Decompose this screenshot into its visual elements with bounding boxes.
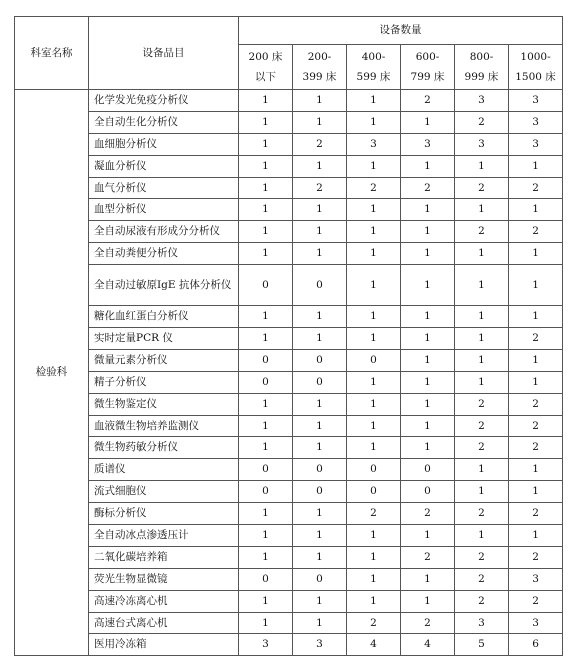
- quantity-cell: 1: [293, 612, 347, 634]
- quantity-cell: 1: [293, 393, 347, 415]
- quantity-cell: 1: [239, 199, 293, 221]
- quantity-cell: 1: [509, 481, 563, 503]
- equipment-name-cell: 实时定量PCR 仪: [89, 328, 239, 350]
- equipment-name-cell: 全自动生化分析仪: [89, 111, 239, 133]
- quantity-cell: 1: [455, 459, 509, 481]
- table-row: [15, 546, 563, 568]
- table-row: [15, 90, 563, 112]
- quantity-cell: 1: [239, 437, 293, 459]
- quantity-cell: 2: [455, 415, 509, 437]
- quantity-cell: 1: [293, 590, 347, 612]
- quantity-cell: 4: [401, 634, 455, 656]
- equipment-name-cell: 流式细胞仪: [89, 481, 239, 503]
- table-row: [15, 243, 563, 265]
- quantity-cell: 0: [401, 459, 455, 481]
- equipment-name-cell: 微生物药敏分析仪: [89, 437, 239, 459]
- quantity-cell: 0: [239, 349, 293, 371]
- quantity-cell: 1: [239, 546, 293, 568]
- quantity-cell: 2: [401, 90, 455, 112]
- quantity-cell: 1: [293, 328, 347, 350]
- table-row: [15, 437, 563, 459]
- table-row: [15, 265, 563, 306]
- table-row: [15, 328, 563, 350]
- quantity-cell: 0: [293, 459, 347, 481]
- quantity-cell: 1: [239, 612, 293, 634]
- quantity-cell: 1: [455, 265, 509, 306]
- quantity-cell: 2: [347, 503, 401, 525]
- quantity-cell: 1: [293, 546, 347, 568]
- quantity-cell: 1: [239, 221, 293, 243]
- header-bed-group-line: 399 床: [302, 71, 337, 83]
- quantity-cell: 3: [509, 612, 563, 634]
- table-row: [15, 111, 563, 133]
- quantity-cell: 1: [293, 155, 347, 177]
- quantity-cell: 1: [239, 503, 293, 525]
- quantity-cell: 1: [347, 590, 401, 612]
- quantity-cell: 1: [293, 243, 347, 265]
- equipment-name-cell: 糖化血红蛋白分析仪: [89, 306, 239, 328]
- equipment-name-cell: 化学发光免疫分析仪: [89, 90, 239, 112]
- quantity-cell: 2: [347, 177, 401, 199]
- header-bed-group-line: 以下: [255, 71, 276, 83]
- quantity-cell: 0: [239, 371, 293, 393]
- quantity-cell: 2: [455, 437, 509, 459]
- equipment-name-cell: 医用冷冻箱: [89, 634, 239, 656]
- quantity-cell: 2: [455, 590, 509, 612]
- quantity-cell: 1: [239, 243, 293, 265]
- quantity-cell: 1: [293, 525, 347, 547]
- quantity-cell: 2: [455, 568, 509, 590]
- quantity-cell: 1: [293, 437, 347, 459]
- quantity-cell: 2: [293, 177, 347, 199]
- quantity-cell: 1: [293, 111, 347, 133]
- quantity-cell: 0: [293, 349, 347, 371]
- quantity-cell: 1: [455, 155, 509, 177]
- quantity-cell: 0: [239, 568, 293, 590]
- quantity-cell: 1: [401, 525, 455, 547]
- quantity-cell: 3: [509, 133, 563, 155]
- quantity-cell: 4: [347, 634, 401, 656]
- table-row: [15, 199, 563, 221]
- quantity-cell: 3: [293, 634, 347, 656]
- quantity-cell: 1: [401, 306, 455, 328]
- equipment-name-cell: 荧光生物显微镜: [89, 568, 239, 590]
- table-row: [15, 503, 563, 525]
- quantity-cell: 1: [401, 111, 455, 133]
- quantity-cell: 1: [509, 459, 563, 481]
- quantity-cell: 0: [293, 371, 347, 393]
- equipment-name-cell: 质谱仪: [89, 459, 239, 481]
- quantity-cell: 0: [293, 265, 347, 306]
- header-bed-group-line: 200-: [307, 51, 332, 63]
- quantity-cell: 1: [239, 590, 293, 612]
- quantity-cell: 3: [401, 133, 455, 155]
- quantity-cell: 2: [401, 177, 455, 199]
- quantity-cell: 1: [239, 155, 293, 177]
- quantity-cell: 1: [455, 306, 509, 328]
- equipment-name-cell: 高速冷冻离心机: [89, 590, 239, 612]
- quantity-cell: 2: [401, 503, 455, 525]
- quantity-cell: 2: [509, 177, 563, 199]
- quantity-cell: 2: [509, 328, 563, 350]
- table-row: [15, 634, 563, 656]
- quantity-cell: 1: [509, 306, 563, 328]
- quantity-cell: 1: [401, 243, 455, 265]
- quantity-cell: 2: [455, 177, 509, 199]
- equipment-name-cell: 血液微生物培养监测仪: [89, 415, 239, 437]
- equipment-name-cell: 全自动粪便分析仪: [89, 243, 239, 265]
- header-bed-group-line: 800-: [469, 51, 494, 63]
- quantity-cell: 2: [455, 503, 509, 525]
- header-bed-group: [455, 45, 509, 90]
- quantity-cell: 1: [401, 155, 455, 177]
- quantity-cell: 1: [347, 90, 401, 112]
- quantity-cell: 2: [401, 546, 455, 568]
- quantity-cell: 1: [509, 199, 563, 221]
- table-row: [15, 459, 563, 481]
- quantity-cell: 0: [401, 481, 455, 503]
- quantity-cell: 2: [509, 415, 563, 437]
- quantity-cell: 1: [401, 265, 455, 306]
- quantity-cell: 2: [509, 590, 563, 612]
- quantity-cell: 1: [347, 546, 401, 568]
- equipment-name-cell: 血细胞分析仪: [89, 133, 239, 155]
- table-row: [15, 612, 563, 634]
- header-bed-group-line: 799 床: [410, 71, 445, 83]
- equipment-name-cell: 全自动过敏原IgE 抗体分析仪: [89, 265, 239, 306]
- quantity-cell: 1: [347, 525, 401, 547]
- quantity-cell: 1: [239, 393, 293, 415]
- header-bed-group: [347, 45, 401, 90]
- quantity-cell: 2: [455, 393, 509, 415]
- quantity-cell: 1: [401, 415, 455, 437]
- quantity-cell: 2: [455, 221, 509, 243]
- equipment-name-cell: 血型分析仪: [89, 199, 239, 221]
- quantity-cell: 1: [239, 525, 293, 547]
- quantity-cell: 2: [509, 503, 563, 525]
- quantity-cell: 1: [455, 349, 509, 371]
- table-row: [15, 371, 563, 393]
- quantity-cell: 5: [455, 634, 509, 656]
- quantity-cell: 1: [293, 306, 347, 328]
- header-bed-group: [239, 45, 293, 90]
- quantity-cell: 1: [509, 265, 563, 306]
- department-cell: 检验科: [15, 90, 89, 656]
- quantity-cell: 1: [401, 437, 455, 459]
- quantity-cell: 1: [293, 503, 347, 525]
- equipment-name-cell: 微量元素分析仪: [89, 349, 239, 371]
- quantity-cell: 0: [347, 481, 401, 503]
- quantity-cell: 2: [509, 437, 563, 459]
- quantity-cell: 1: [239, 90, 293, 112]
- quantity-cell: 1: [401, 349, 455, 371]
- quantity-cell: 2: [509, 221, 563, 243]
- quantity-cell: 1: [239, 111, 293, 133]
- quantity-cell: 2: [509, 393, 563, 415]
- quantity-cell: 1: [239, 133, 293, 155]
- quantity-cell: 1: [455, 481, 509, 503]
- quantity-cell: 1: [347, 243, 401, 265]
- quantity-cell: 1: [401, 328, 455, 350]
- quantity-cell: 1: [455, 199, 509, 221]
- quantity-cell: 1: [239, 177, 293, 199]
- header-equipment-count: 设备数量: [239, 17, 563, 45]
- header-bed-group: [509, 45, 563, 90]
- quantity-cell: 1: [401, 221, 455, 243]
- equipment-name-cell: 酶标分析仪: [89, 503, 239, 525]
- quantity-cell: 1: [455, 243, 509, 265]
- quantity-cell: 1: [347, 306, 401, 328]
- quantity-cell: 1: [293, 199, 347, 221]
- quantity-cell: 1: [509, 155, 563, 177]
- equipment-table: [14, 16, 563, 656]
- quantity-cell: 0: [347, 459, 401, 481]
- quantity-cell: 3: [455, 612, 509, 634]
- quantity-cell: 1: [401, 371, 455, 393]
- quantity-cell: 3: [347, 133, 401, 155]
- quantity-cell: 0: [293, 481, 347, 503]
- quantity-cell: 1: [455, 328, 509, 350]
- quantity-cell: 0: [239, 459, 293, 481]
- document-page: [14, 16, 562, 656]
- quantity-cell: 1: [509, 349, 563, 371]
- table-row: [15, 525, 563, 547]
- quantity-cell: 3: [509, 90, 563, 112]
- quantity-cell: 1: [347, 199, 401, 221]
- quantity-cell: 1: [401, 568, 455, 590]
- quantity-cell: 1: [293, 415, 347, 437]
- quantity-cell: 1: [401, 393, 455, 415]
- quantity-cell: 1: [347, 568, 401, 590]
- quantity-cell: 1: [347, 393, 401, 415]
- table-row: [15, 306, 563, 328]
- quantity-cell: 1: [239, 328, 293, 350]
- table-row: [15, 221, 563, 243]
- header-bed-group-line: 1500 床: [515, 71, 556, 83]
- quantity-cell: 1: [347, 265, 401, 306]
- quantity-cell: 1: [509, 371, 563, 393]
- quantity-cell: 1: [509, 243, 563, 265]
- header-equipment-item: 设备品目: [89, 17, 239, 90]
- quantity-cell: 2: [401, 612, 455, 634]
- equipment-name-cell: 微生物鉴定仪: [89, 393, 239, 415]
- quantity-cell: 3: [455, 90, 509, 112]
- quantity-cell: 1: [347, 328, 401, 350]
- quantity-cell: 1: [293, 221, 347, 243]
- quantity-cell: 1: [455, 371, 509, 393]
- quantity-cell: 2: [455, 546, 509, 568]
- table-row: [15, 415, 563, 437]
- quantity-cell: 3: [239, 634, 293, 656]
- quantity-cell: 1: [401, 590, 455, 612]
- table-row: [15, 349, 563, 371]
- table-row: [15, 590, 563, 612]
- quantity-cell: 1: [347, 111, 401, 133]
- table-row: [15, 568, 563, 590]
- quantity-cell: 3: [455, 133, 509, 155]
- quantity-cell: 1: [347, 437, 401, 459]
- header-bed-group-line: 999 床: [464, 71, 499, 83]
- quantity-cell: 0: [347, 349, 401, 371]
- quantity-cell: 1: [509, 525, 563, 547]
- quantity-cell: 1: [239, 415, 293, 437]
- header-bed-group: [293, 45, 347, 90]
- header-bed-group-line: 599 床: [356, 71, 391, 83]
- quantity-cell: 6: [509, 634, 563, 656]
- quantity-cell: 1: [347, 155, 401, 177]
- header-bed-group-line: 1000-: [520, 51, 551, 63]
- quantity-cell: 0: [239, 481, 293, 503]
- table-row: [15, 155, 563, 177]
- equipment-name-cell: 血气分析仪: [89, 177, 239, 199]
- header-department: 科室名称: [15, 17, 89, 90]
- header-bed-group-line: 600-: [415, 51, 440, 63]
- equipment-name-cell: 全自动冰点渗透压计: [89, 525, 239, 547]
- quantity-cell: 1: [347, 371, 401, 393]
- table-row: [15, 177, 563, 199]
- quantity-cell: 2: [509, 546, 563, 568]
- quantity-cell: 2: [293, 133, 347, 155]
- quantity-cell: 1: [239, 306, 293, 328]
- quantity-cell: 2: [455, 111, 509, 133]
- quantity-cell: 1: [401, 199, 455, 221]
- quantity-cell: 3: [509, 111, 563, 133]
- equipment-name-cell: 全自动尿液有形成分分析仪: [89, 221, 239, 243]
- quantity-cell: 0: [239, 265, 293, 306]
- equipment-name-cell: 高速台式离心机: [89, 612, 239, 634]
- quantity-cell: 1: [347, 415, 401, 437]
- table-row: [15, 393, 563, 415]
- quantity-cell: 1: [293, 90, 347, 112]
- equipment-name-cell: 二氧化碳培养箱: [89, 546, 239, 568]
- header-bed-group: [401, 45, 455, 90]
- header-bed-group-line: 400-: [361, 51, 386, 63]
- quantity-cell: 0: [293, 568, 347, 590]
- quantity-cell: 2: [347, 612, 401, 634]
- equipment-name-cell: 凝血分析仪: [89, 155, 239, 177]
- table-row: [15, 133, 563, 155]
- header-bed-group-line: 200 床: [248, 51, 283, 63]
- quantity-cell: 1: [347, 221, 401, 243]
- table-row: [15, 481, 563, 503]
- equipment-name-cell: 精子分析仪: [89, 371, 239, 393]
- quantity-cell: 1: [455, 525, 509, 547]
- quantity-cell: 3: [509, 568, 563, 590]
